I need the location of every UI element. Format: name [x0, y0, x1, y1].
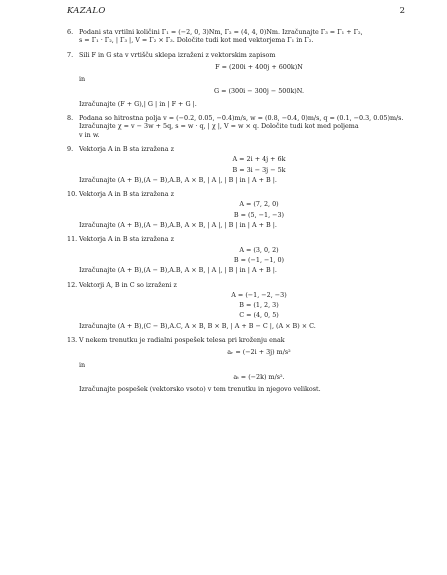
- problem-task: Izračunajte pospešek (vektorsko vsoto) v tem trenutku in njegovo velikost.: [79, 385, 321, 394]
- problem-task: Izračunajte (A + B),(A − B),A.B, A × B, | A |, | B | in | A + B |.: [79, 221, 277, 230]
- equation: G = (300i − 300j − 500k)N.: [213, 87, 305, 96]
- problem-intro: V nekem trenutku je radialni pospešek telesa pri kroženju enak: [79, 336, 285, 345]
- problem-number: 8.: [67, 114, 74, 123]
- problem-intro: Vektorja A in B sta izražena z: [79, 235, 174, 244]
- problem-intro: Sili F in G sta v vrtišču sklepa izraženi z vektorskim zapisom: [79, 50, 276, 59]
- problem-text-line: v in w.: [79, 130, 100, 139]
- problem-6: [67, 28, 439, 45]
- problem-number: 9.: [67, 144, 74, 153]
- connector-text: in: [79, 75, 86, 84]
- page-number: 2: [399, 6, 405, 16]
- problem-task: Izračunajte (F + G),| G | in | F + G |.: [79, 99, 197, 108]
- problem-10: [67, 190, 439, 229]
- page-header: [67, 6, 405, 18]
- problem-text-line: Podana so hitrostna polja v = (−0.2, 0.05, −0.4)m/s, w = (0.8, −0.4, 0)m/s, q = (0.1, −0.3, 0.05)m/s.: [79, 114, 404, 123]
- problem-list: [67, 28, 439, 400]
- equation: B = (1, 2, 3): [239, 301, 279, 310]
- problem-11: [67, 235, 439, 274]
- running-title: KAZALO: [67, 6, 106, 16]
- problem-number: 12.: [67, 280, 78, 289]
- problem-9: [67, 145, 439, 184]
- equation: A = (−1, −2, −3): [231, 290, 287, 299]
- problem-8: [67, 114, 439, 139]
- problem-13: [67, 336, 439, 393]
- equation: C = (4, 0, 5): [239, 311, 279, 320]
- equation: aᵣ = (−2i + 3j) m/s²: [227, 348, 291, 357]
- equation: F = (200i + 400j + 600k)N: [215, 62, 303, 71]
- problem-intro: Vektorja A in B sta izražena z: [79, 190, 174, 199]
- problem-12: [67, 281, 439, 330]
- problem-task: Izračunajte (A + B),(A − B),A.B, A × B, | A |, | B | in | A + B |.: [79, 175, 277, 184]
- problem-number: 7.: [67, 50, 74, 59]
- equation: B = (−1, −1, 0): [233, 255, 285, 264]
- equation: A = 2i + 4j + 6k: [232, 155, 286, 164]
- equation: B = (5, −1, −3): [233, 210, 285, 219]
- problem-intro: Vektorja A in B sta izražena z: [79, 144, 174, 153]
- problem-task: Izračunajte (A + B),(A − B),A.B, A × B, | A |, | B | in | A + B |.: [79, 266, 277, 275]
- equation: A = (7, 2, 0): [239, 200, 279, 209]
- problem-7: [67, 51, 439, 108]
- equation: B = 3i − 3j − 5k: [232, 165, 286, 174]
- problem-text-line: Podani sta vrtilni količini Γ₁ = (−2, 0, 3)Nm, Γ₂ = (4, 4, 0)Nm. Izračunajte Γ₃ = Γ₁ + Γ₂,: [79, 28, 363, 36]
- problem-number: 11.: [67, 235, 78, 244]
- problem-task: Izračunajte (A + B),(C − B),A.C, A × B, B × B, | A + B − C |, (A × B) × C.: [79, 321, 316, 330]
- problem-text-line: s = Γ₁ · Γ₂, | Γ₃ |, V = Γ₂ × Γ₃. Določite tudi kot med vektorjema Γ₁ in Γ₂.: [79, 36, 314, 45]
- problem-number: 10.: [67, 190, 78, 199]
- equation: aₜ = (−2k) m/s².: [233, 372, 285, 381]
- problem-intro: Vektorji A, B in C so izraženi z: [79, 280, 177, 289]
- problem-number: 13.: [67, 336, 78, 345]
- problem-text-line: Izračunajte χ = v − 3w + 5q, s = w · q, | χ |, V = w × q. Določite tudi kot med poljema: [79, 122, 359, 131]
- connector-text: in: [79, 360, 86, 369]
- equation: A = (3, 0, 2): [239, 245, 279, 254]
- problem-number: 6.: [67, 28, 74, 36]
